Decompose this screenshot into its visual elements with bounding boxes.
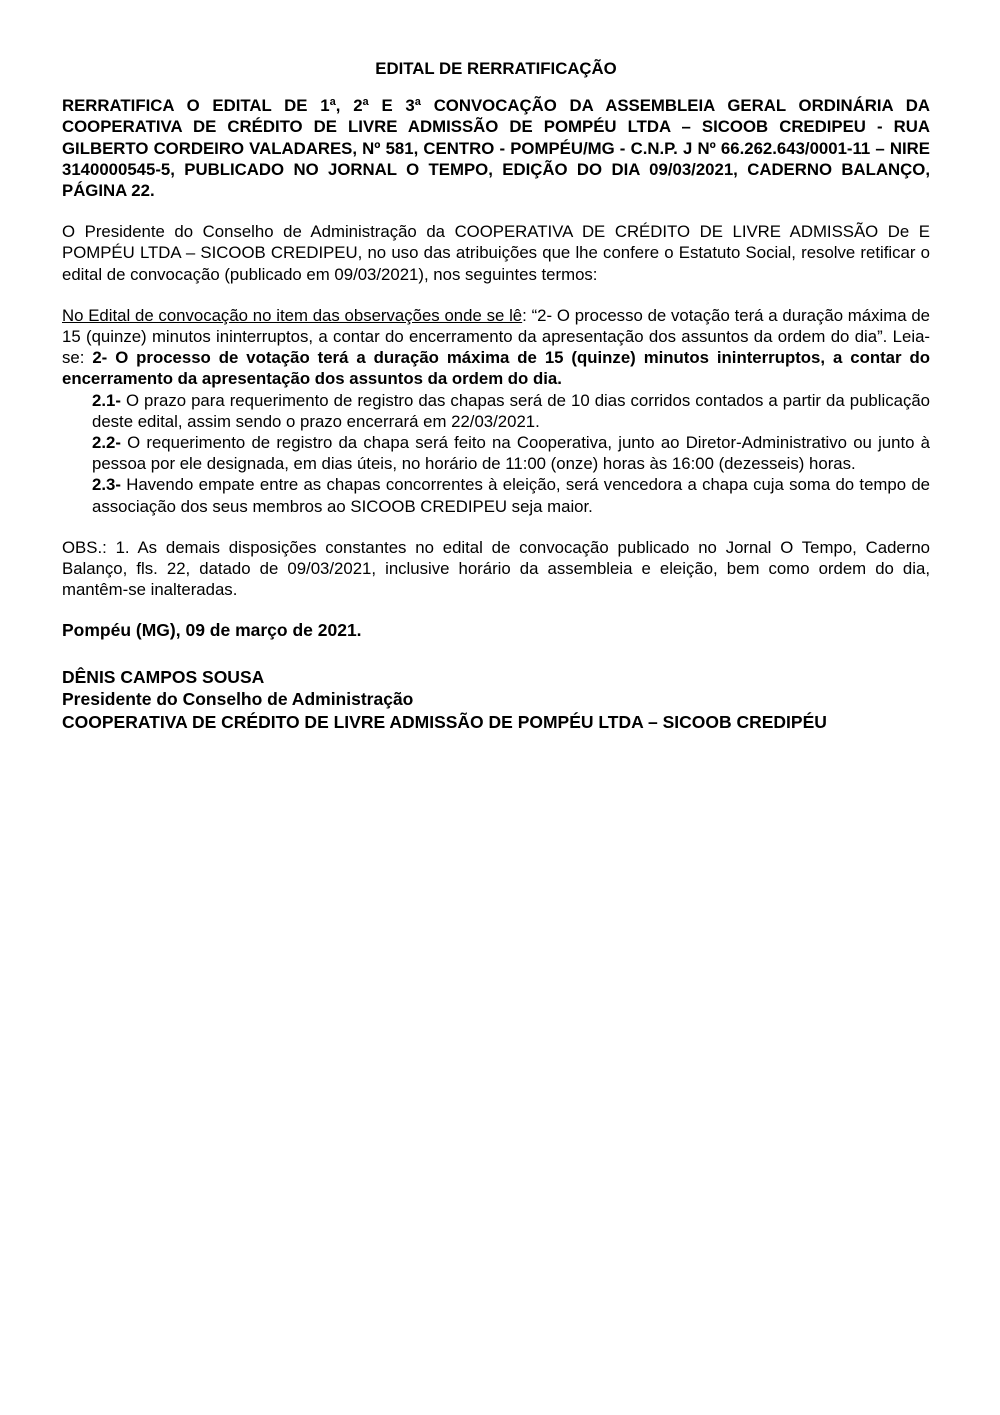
item-number: 2.3- xyxy=(92,475,121,495)
item-text: O prazo para requerimento de registro das chapas será de 10 dias corridos contados a partir da publicação deste edital, assim sendo o prazo encerrará em 22/03/2021. xyxy=(92,390,930,431)
signatory-name: DÊNIS CAMPOS SOUSA xyxy=(62,666,265,687)
list-item xyxy=(92,474,930,516)
document-title: EDITAL DE RERRATIFICAÇÃO xyxy=(375,59,617,78)
correction-lead: No Edital de convocação no item das observações onde se lê xyxy=(62,305,523,325)
list-item xyxy=(92,390,930,432)
list-item xyxy=(92,432,930,474)
correction-quote: : “2- O processo de votação terá a duração máxima de 15 (quinze) minutos ininterruptos, a contar do encerramento da apresentação dos assuntos da ordem do dia”. Leia-se: xyxy=(62,305,930,368)
intro-paragraph: O Presidente do Conselho de Administração da COOPERATIVA DE CRÉDITO DE LIVRE ADMISSÃO De E POMPÉU LTDA – SICOOB CREDIPEU, no uso das atribuições que lhe confere o Estatuto Social, resolve retificar o edital de convocação (publicado em 09/03/2021), nos seguintes termos: xyxy=(62,222,930,284)
signatory-role: Presidente do Conselho de Administração xyxy=(62,689,414,710)
document-date: Pompéu (MG), 09 de março de 2021. xyxy=(62,620,362,641)
items-list xyxy=(92,390,930,517)
item-number: 2.2- xyxy=(92,433,121,453)
document-heading: RERRATIFICA O EDITAL DE 1ª, 2ª E 3ª CONVOCAÇÃO DA ASSEMBLEIA GERAL ORDINÁRIA DA COOPERATIVA DE CRÉDITO DE LIVRE ADMISSÃO DE POMPÉU LTDA – SICOOB CREDIPEU - RUA GILBERTO CORDEIRO VALADARES, Nº 581, CENTRO - POMPÉU/MG - C.N.P. J Nº 66.262.643/0001-11 – NIRE 3140000545-5, PUBLICADO NO JORNAL O TEMPO, EDIÇÃO DO DIA 09/03/2021, CADERNO BALANÇO, PÁGINA 22. xyxy=(62,96,930,201)
correction-bold-text: 2- O processo de votação terá a duração máxima de 15 (quinze) minutos ininterruptos, a contar do encerramento da apresentação dos assuntos da ordem do dia. xyxy=(62,348,930,389)
item-text: Havendo empate entre as chapas concorrentes à eleição, será vencedora a chapa cuja soma do tempo de associação dos seus membros ao SICOOB CREDIPEU seja maior. xyxy=(92,475,930,516)
document-page xyxy=(62,58,930,734)
item-number: 2.1- xyxy=(92,390,121,410)
correction-paragraph xyxy=(62,305,930,390)
signatory-organization: COOPERATIVA DE CRÉDITO DE LIVRE ADMISSÃO DE POMPÉU LTDA – SICOOB CREDIPÉU xyxy=(62,712,827,733)
obs-paragraph: OBS.: 1. As demais disposições constantes no edital de convocação publicado no Jornal O Tempo, Caderno Balanço, fls. 22, datado de 09/03/2021, inclusive horário da assembleia e eleição, bem como ordem do dia, mantêm-se inalteradas. xyxy=(62,537,930,600)
item-text: O requerimento de registro da chapa será feito na Cooperativa, junto ao Diretor-Administrativo ou junto à pessoa por ele designada, em dias úteis, no horário de 11:00 (onze) horas às 16:00 (dezesseis) horas. xyxy=(92,433,930,474)
